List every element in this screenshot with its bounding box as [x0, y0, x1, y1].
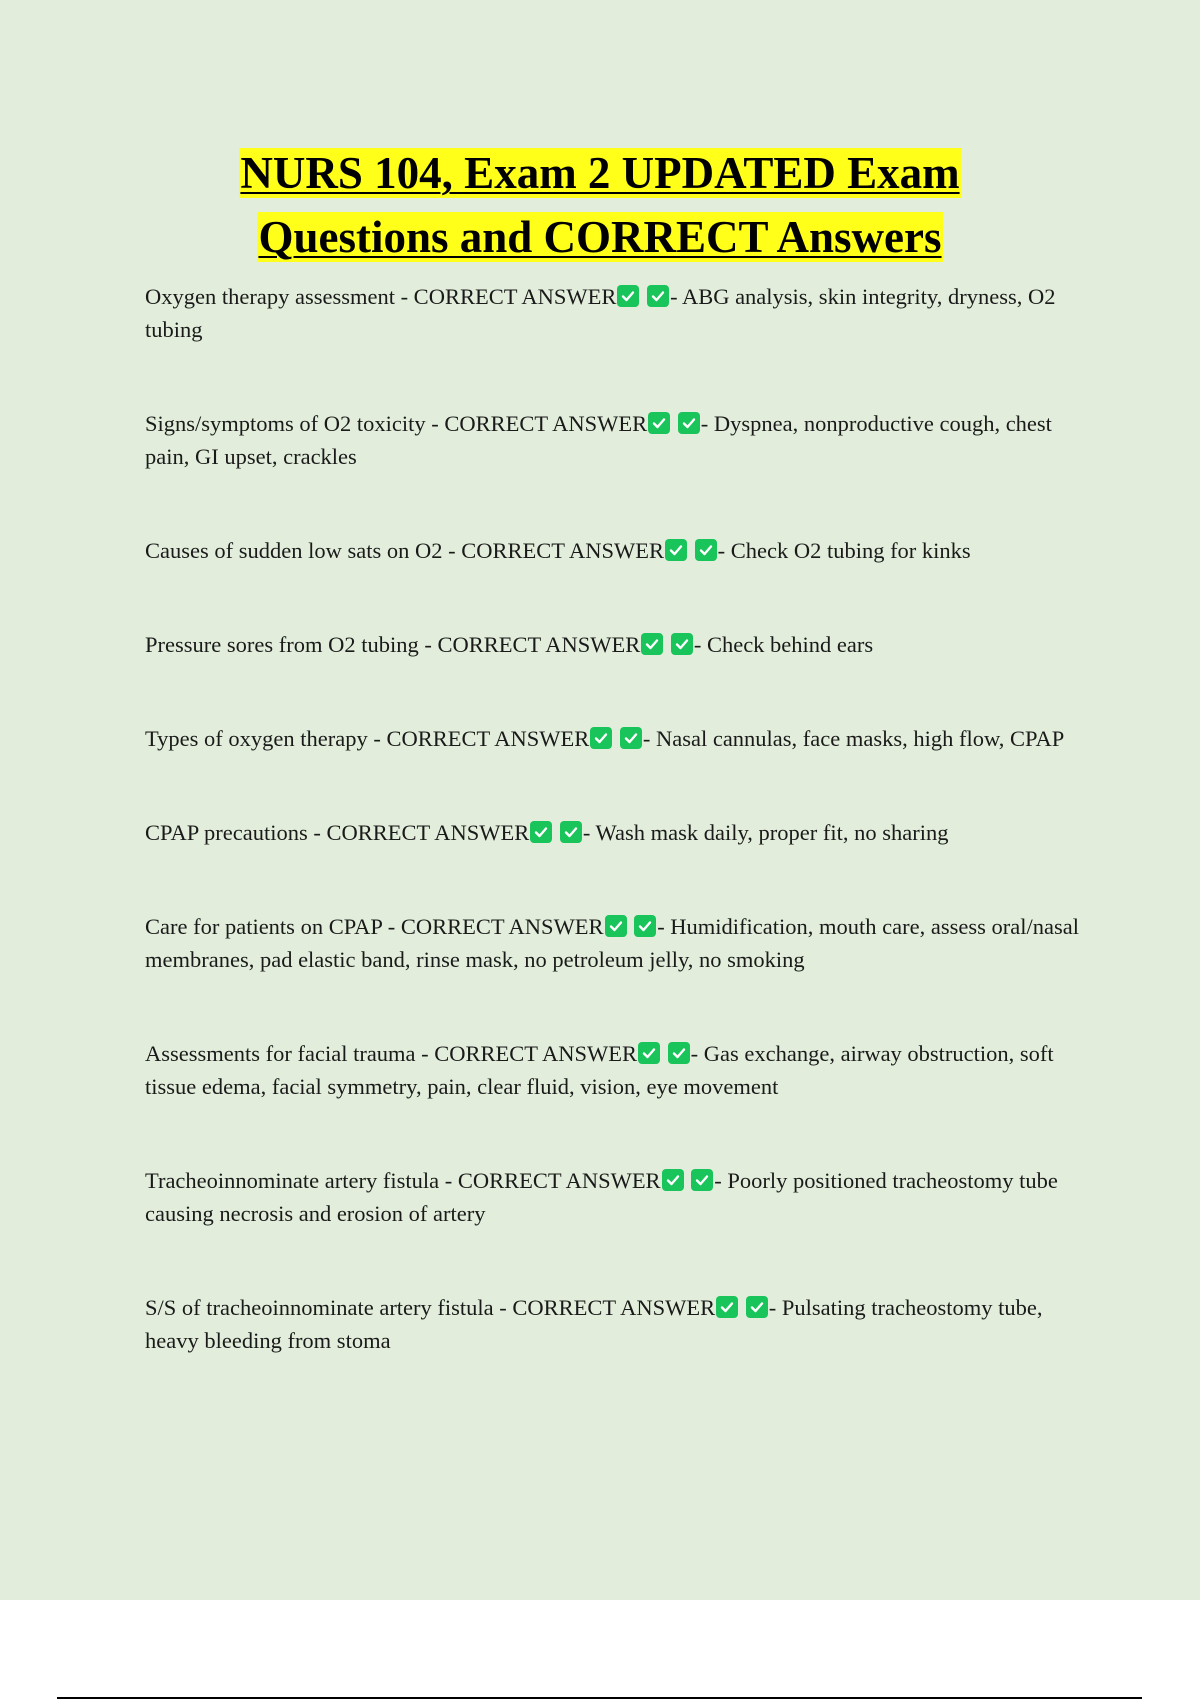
question-text: CPAP precautions - CORRECT ANSWER: [145, 820, 530, 845]
answer-text: - Dyspnea, nonproductive cough, chest pain, GI upset, crackles: [145, 411, 1052, 469]
check-mark-icon: [671, 633, 693, 655]
qa-item: [145, 628, 1090, 661]
check-mark-icon: [665, 539, 687, 561]
check-mark-icon: [695, 539, 717, 561]
qa-item: [145, 816, 1090, 849]
qa-item: [145, 722, 1090, 755]
check-mark-icon: [617, 285, 639, 307]
question-text: Pressure sores from O2 tubing - CORRECT ANSWER: [145, 632, 641, 657]
qa-item: [145, 1164, 1090, 1230]
check-mark-icon: [530, 821, 552, 843]
check-mark-icon: [638, 1042, 660, 1064]
question-text: S/S of tracheoinnominate artery fistula - CORRECT ANSWER: [145, 1295, 716, 1320]
footer-divider: [57, 1697, 1142, 1699]
answer-text: - Gas exchange, airway obstruction, soft tissue edema, facial symmetry, pain, clear fluid, vision, eye movement: [145, 1041, 1054, 1099]
page-title: [0, 143, 1200, 271]
title-line-2: Questions and CORRECT Answers: [258, 212, 942, 262]
title-line-1: NURS 104, Exam 2 UPDATED Exam: [240, 148, 960, 198]
check-mark-icon: [716, 1296, 738, 1318]
check-mark-icon: [605, 915, 627, 937]
check-mark-icon: [746, 1296, 768, 1318]
check-mark-icon: [668, 1042, 690, 1064]
check-mark-icon: [647, 285, 669, 307]
answer-text: - ABG analysis, skin integrity, dryness, O2 tubing: [145, 284, 1056, 342]
check-mark-icon: [648, 412, 670, 434]
qa-item: [145, 1291, 1090, 1357]
qa-item: [145, 407, 1090, 473]
question-text: Tracheoinnominate artery fistula - CORRECT ANSWER: [145, 1168, 661, 1193]
question-text: Assessments for facial trauma - CORRECT ANSWER: [145, 1041, 638, 1066]
question-text: Signs/symptoms of O2 toxicity - CORRECT ANSWER: [145, 411, 648, 436]
check-mark-icon: [662, 1169, 684, 1191]
answer-text: - Wash mask daily, proper fit, no sharing: [582, 820, 949, 845]
question-text: Care for patients on CPAP - CORRECT ANSWER: [145, 914, 604, 939]
question-text: Types of oxygen therapy - CORRECT ANSWER: [145, 726, 590, 751]
check-mark-icon: [560, 821, 582, 843]
qa-item: [145, 1037, 1090, 1103]
check-mark-icon: [620, 727, 642, 749]
check-mark-icon: [691, 1169, 713, 1191]
question-text: Oxygen therapy assessment - CORRECT ANSWER: [145, 284, 617, 309]
answer-text: - Check O2 tubing for kinks: [717, 538, 971, 563]
qa-item: [145, 280, 1090, 346]
answer-text: - Pulsating tracheostomy tube, heavy bleeding from stoma: [145, 1295, 1043, 1353]
check-mark-icon: [590, 727, 612, 749]
question-text: Causes of sudden low sats on O2 - CORRECT ANSWER: [145, 538, 664, 563]
check-mark-icon: [634, 915, 656, 937]
qa-item: [145, 910, 1090, 976]
answer-text: - Check behind ears: [693, 632, 874, 657]
qa-list: [145, 280, 1090, 1418]
answer-text: - Humidification, mouth care, assess oral/nasal membranes, pad elastic band, rinse mask, no petroleum jelly, no smoking: [145, 914, 1079, 972]
qa-item: [145, 534, 1090, 567]
answer-text: - Nasal cannulas, face masks, high flow, CPAP: [642, 726, 1065, 751]
answer-text: - Poorly positioned tracheostomy tube causing necrosis and erosion of artery: [145, 1168, 1058, 1226]
check-mark-icon: [678, 412, 700, 434]
check-mark-icon: [641, 633, 663, 655]
